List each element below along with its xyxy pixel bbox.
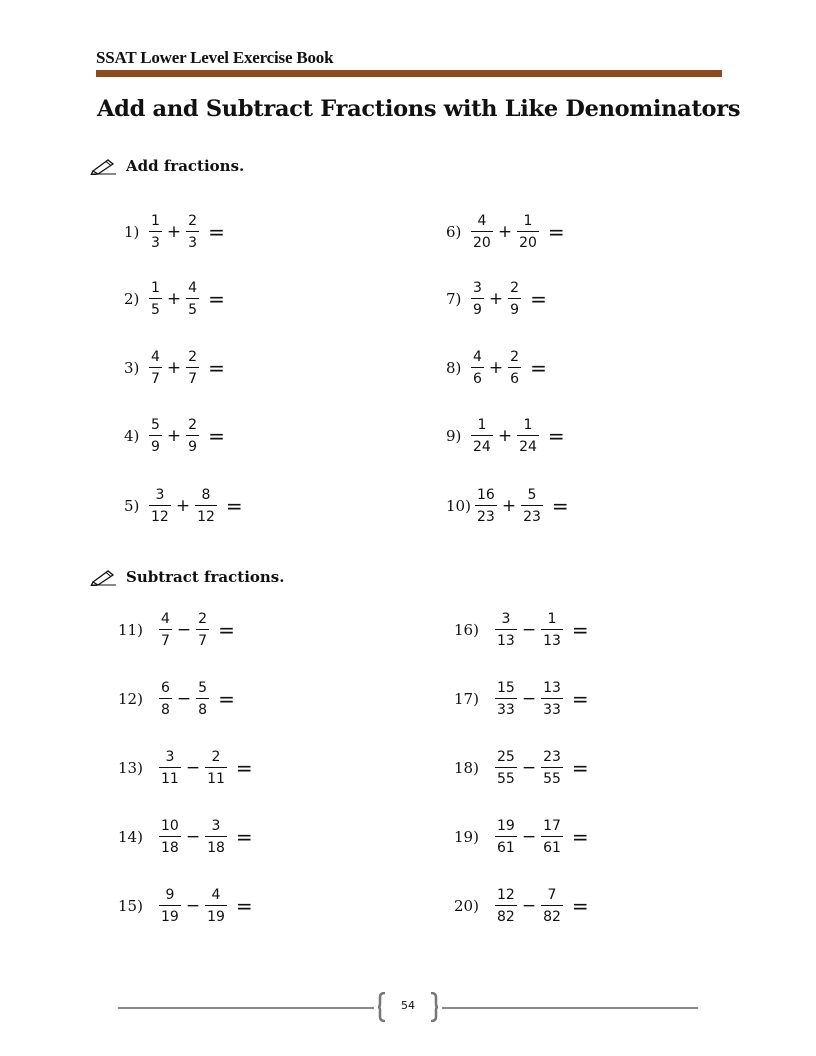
equals-sign: =	[218, 618, 235, 642]
denominator: 8	[198, 702, 208, 719]
footer-rule-right	[442, 1007, 698, 1009]
numerator: 3	[211, 817, 221, 834]
fraction-a	[149, 214, 162, 250]
numerator: 6	[161, 679, 170, 696]
problem-number: 9)	[446, 427, 462, 445]
numerator: 1	[151, 279, 160, 296]
numerator: 8	[201, 486, 211, 503]
numerator: 4	[188, 279, 198, 296]
denominator: 3	[188, 235, 198, 252]
fraction-b	[186, 281, 199, 317]
denominator: 33	[543, 702, 561, 719]
numerator: 3	[501, 610, 511, 627]
fraction-a	[159, 819, 181, 855]
equals-sign: =	[208, 287, 225, 311]
denominator: 55	[497, 771, 515, 788]
section-heading-add	[90, 154, 244, 178]
fraction-a	[149, 281, 162, 317]
denominator: 13	[497, 633, 515, 650]
equals-sign: =	[547, 220, 565, 244]
operator: +	[166, 289, 182, 309]
denominator: 55	[543, 771, 561, 788]
equals-sign: =	[235, 756, 253, 780]
numerator: 4	[211, 886, 221, 903]
numerator: 15	[497, 679, 515, 696]
problem-6	[446, 206, 565, 258]
equals-sign: =	[218, 687, 235, 711]
operator: −	[521, 896, 537, 916]
fraction-b	[205, 750, 227, 786]
operator: −	[521, 689, 537, 709]
pencil-icon	[90, 568, 118, 586]
fraction-b	[541, 888, 563, 924]
problem-number: 3)	[124, 359, 140, 377]
problem-number: 11)	[118, 621, 143, 639]
problem-number: 16)	[454, 621, 479, 639]
denominator: 24	[519, 439, 537, 456]
equals-sign: =	[551, 494, 569, 518]
problem-2	[124, 273, 225, 325]
equals-sign: =	[235, 825, 253, 849]
operator: −	[521, 827, 537, 847]
equals-sign: =	[235, 894, 253, 918]
problem-number: 14)	[118, 828, 143, 846]
operator: +	[488, 289, 504, 309]
numerator: 3	[165, 748, 175, 765]
denominator: 5	[188, 302, 198, 319]
fraction-b	[186, 418, 199, 454]
denominator: 9	[151, 439, 160, 456]
fraction-b	[541, 750, 563, 786]
equals-sign: =	[530, 287, 547, 311]
denominator: 7	[161, 633, 170, 650]
numerator: 2	[188, 416, 198, 433]
problem-4	[124, 410, 225, 462]
fraction-b	[541, 681, 563, 717]
fraction-a	[471, 350, 484, 386]
operator: −	[176, 620, 192, 640]
numerator: 10	[161, 817, 179, 834]
fraction-b	[521, 488, 543, 524]
problem-19	[454, 811, 589, 863]
fraction-a	[149, 418, 162, 454]
operator: +	[501, 496, 517, 516]
numerator: 25	[497, 748, 515, 765]
numerator: 4	[477, 212, 487, 229]
page-number: 54	[401, 999, 415, 1012]
denominator: 19	[207, 909, 225, 926]
fraction-a	[159, 681, 172, 717]
denominator: 20	[473, 235, 491, 252]
operator: +	[166, 358, 182, 378]
problem-5	[124, 480, 243, 532]
denominator: 12	[151, 509, 169, 526]
fraction-b	[196, 612, 209, 648]
fraction-a	[495, 888, 517, 924]
fraction-a	[495, 612, 517, 648]
numerator: 19	[497, 817, 515, 834]
denominator: 6	[473, 371, 482, 388]
denominator: 61	[543, 840, 561, 857]
equals-sign: =	[225, 494, 243, 518]
problem-number: 10)	[446, 497, 471, 515]
denominator: 24	[473, 439, 491, 456]
numerator: 4	[473, 348, 482, 365]
fraction-a	[475, 488, 497, 524]
fraction-b	[517, 418, 539, 454]
problem-18	[454, 742, 589, 794]
operator: −	[521, 758, 537, 778]
numerator: 4	[151, 348, 160, 365]
operator: +	[175, 496, 191, 516]
numerator: 1	[547, 610, 557, 627]
denominator: 18	[207, 840, 225, 857]
operator: +	[497, 222, 513, 242]
denominator: 18	[161, 840, 179, 857]
section-heading-label: Subtract fractions.	[126, 568, 285, 586]
problem-3	[124, 342, 225, 394]
denominator: 19	[161, 909, 179, 926]
numerator: 1	[477, 416, 487, 433]
problem-number: 6)	[446, 223, 462, 241]
problem-8	[446, 342, 547, 394]
problem-10	[446, 480, 569, 532]
denominator: 9	[473, 302, 482, 319]
fraction-b	[508, 350, 521, 386]
numerator: 5	[151, 416, 160, 433]
equals-sign: =	[571, 825, 589, 849]
problem-number: 12)	[118, 690, 143, 708]
problem-7	[446, 273, 547, 325]
book-title: SSAT Lower Level Exercise Book	[96, 48, 334, 67]
denominator: 12	[197, 509, 215, 526]
numerator: 7	[547, 886, 557, 903]
problem-number: 4)	[124, 427, 140, 445]
fraction-a	[149, 350, 162, 386]
equals-sign: =	[208, 220, 225, 244]
equals-sign: =	[208, 424, 225, 448]
denominator: 82	[497, 909, 515, 926]
fraction-a	[159, 888, 181, 924]
operator: −	[185, 896, 201, 916]
equals-sign: =	[547, 424, 565, 448]
numerator: 2	[510, 279, 520, 296]
operator: −	[521, 620, 537, 640]
denominator: 82	[543, 909, 561, 926]
problem-17	[454, 673, 589, 725]
problem-9	[446, 410, 565, 462]
fraction-b	[508, 281, 521, 317]
operator: +	[497, 426, 513, 446]
denominator: 8	[161, 702, 170, 719]
equals-sign: =	[571, 756, 589, 780]
equals-sign: =	[530, 356, 547, 380]
operator: +	[166, 222, 182, 242]
denominator: 11	[161, 771, 179, 788]
equals-sign: =	[571, 894, 589, 918]
numerator: 3	[155, 486, 165, 503]
numerator: 1	[151, 212, 160, 229]
footer-rule-left	[118, 1007, 374, 1009]
problem-number: 7)	[446, 290, 462, 308]
fraction-a	[471, 281, 484, 317]
fraction-b	[541, 612, 563, 648]
numerator: 2	[211, 748, 221, 765]
fraction-a	[495, 681, 517, 717]
numerator: 1	[523, 416, 533, 433]
problem-number: 20)	[454, 897, 479, 915]
denominator: 33	[497, 702, 515, 719]
numerator: 23	[543, 748, 561, 765]
section-heading-label: Add fractions.	[126, 157, 245, 175]
equals-sign: =	[208, 356, 225, 380]
denominator: 11	[207, 771, 225, 788]
fraction-b	[186, 214, 199, 250]
fraction-b	[186, 350, 199, 386]
problem-number: 8)	[446, 359, 462, 377]
numerator: 2	[510, 348, 520, 365]
denominator: 7	[198, 633, 208, 650]
fraction-a	[159, 750, 181, 786]
numerator: 3	[473, 279, 482, 296]
denominator: 23	[523, 509, 541, 526]
equals-sign: =	[571, 687, 589, 711]
problem-1	[124, 206, 225, 258]
fraction-a	[471, 214, 493, 250]
problem-14	[118, 811, 253, 863]
numerator: 12	[497, 886, 515, 903]
operator: −	[185, 827, 201, 847]
numerator: 4	[161, 610, 170, 627]
problem-13	[118, 742, 253, 794]
denominator: 6	[510, 371, 520, 388]
fraction-b	[541, 819, 563, 855]
numerator: 16	[477, 486, 495, 503]
fraction-a	[471, 418, 493, 454]
denominator: 9	[510, 302, 520, 319]
page-title: Add and Subtract Fractions with Like Denominators	[97, 96, 741, 122]
numerator: 1	[523, 212, 533, 229]
problem-number: 17)	[454, 690, 479, 708]
problem-number: 15)	[118, 897, 143, 915]
problem-16	[454, 604, 589, 656]
problem-number: 1)	[124, 223, 140, 241]
equals-sign: =	[571, 618, 589, 642]
header-rule	[96, 70, 722, 77]
numerator: 13	[543, 679, 561, 696]
problem-number: 19)	[454, 828, 479, 846]
pencil-icon	[90, 157, 118, 175]
problem-number: 18)	[454, 759, 479, 777]
denominator: 20	[519, 235, 537, 252]
operator: −	[185, 758, 201, 778]
problem-20	[454, 880, 589, 932]
fraction-b	[205, 819, 227, 855]
denominator: 61	[497, 840, 515, 857]
numerator: 9	[165, 886, 175, 903]
fraction-b	[205, 888, 227, 924]
numerator: 17	[543, 817, 561, 834]
fraction-b	[195, 488, 217, 524]
denominator: 7	[188, 371, 198, 388]
numerator: 5	[527, 486, 537, 503]
problem-number: 13)	[118, 759, 143, 777]
fraction-a	[495, 750, 517, 786]
denominator: 5	[151, 302, 160, 319]
fraction-b	[517, 214, 539, 250]
denominator: 3	[151, 235, 160, 252]
denominator: 7	[151, 371, 160, 388]
problem-number: 2)	[124, 290, 140, 308]
numerator: 2	[198, 610, 208, 627]
operator: −	[176, 689, 192, 709]
fraction-b	[196, 681, 209, 717]
problem-15	[118, 880, 253, 932]
denominator: 23	[477, 509, 495, 526]
denominator: 9	[188, 439, 198, 456]
problem-number: 5)	[124, 497, 140, 515]
fraction-a	[149, 488, 171, 524]
problem-12	[118, 673, 235, 725]
operator: +	[488, 358, 504, 378]
numerator: 2	[188, 348, 198, 365]
numerator: 2	[188, 212, 198, 229]
operator: +	[166, 426, 182, 446]
denominator: 13	[543, 633, 561, 650]
numerator: 5	[198, 679, 208, 696]
section-heading-subtract	[90, 565, 284, 589]
problem-11	[118, 604, 235, 656]
fraction-a	[159, 612, 172, 648]
fraction-a	[495, 819, 517, 855]
